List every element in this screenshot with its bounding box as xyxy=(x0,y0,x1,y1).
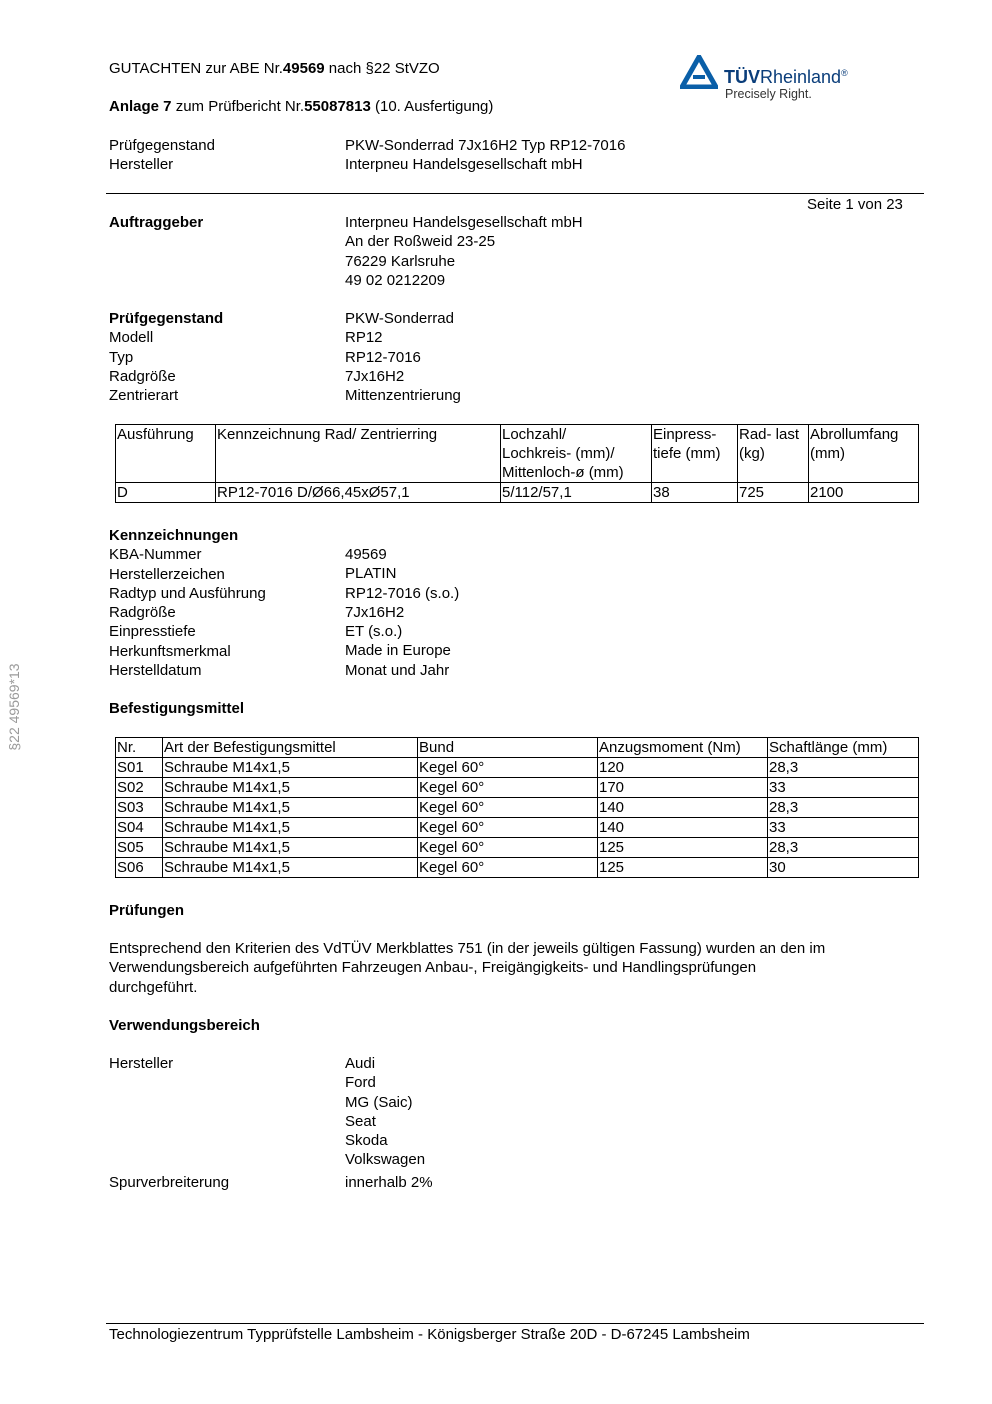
table-cell: 30 xyxy=(768,858,919,878)
table-cell: Kegel 60° xyxy=(418,798,598,818)
table-cell: 5/112/57,1 xyxy=(501,483,652,503)
tuv-triangle-icon xyxy=(680,55,718,89)
table-header-cell: Rad- last (kg) xyxy=(738,425,809,483)
marking-label: Radgröße xyxy=(109,604,176,622)
table-cell: D xyxy=(116,483,216,503)
table-cell: S04 xyxy=(116,818,163,838)
maker-item: Ford xyxy=(345,1074,376,1092)
table-row xyxy=(116,483,919,503)
table-cell: 38 xyxy=(652,483,738,503)
tuv-brand: TÜVRheinland® xyxy=(724,67,848,87)
maker-item: MG (Saic) xyxy=(345,1093,413,1111)
subject-row-value: 7Jx16H2 xyxy=(345,367,405,385)
subject-row-label: Typ xyxy=(109,348,134,366)
table-cell: RP12-7016 D/Ø66,45xØ57,1 xyxy=(216,483,501,503)
table-header-cell: Abrollumfang (mm) xyxy=(809,425,919,483)
header-divider xyxy=(106,193,924,194)
marking-value: PLATIN xyxy=(345,565,397,583)
client-line: 76229 Karlsruhe xyxy=(345,252,456,270)
fasteners-heading: Befestigungsmittel xyxy=(109,700,245,717)
marking-value: 49569 xyxy=(345,546,387,563)
table-cell: 140 xyxy=(598,798,768,818)
table-header-cell: Schaftlänge (mm) xyxy=(768,738,919,758)
tests-line: Verwendungsbereich aufgeführten Fahrzeugen Anbau-, Freigängigkeits- und Handlingsprüfungen xyxy=(109,959,757,977)
table-cell: 140 xyxy=(598,818,768,838)
maker-label: Hersteller xyxy=(109,156,174,173)
subject-heading-value: PKW-Sonderrad xyxy=(345,310,454,327)
maker-item: Skoda xyxy=(345,1132,388,1150)
usage-maker-label: Hersteller xyxy=(109,1055,174,1072)
table-header-cell: Anzugsmoment (Nm) xyxy=(598,738,768,758)
table-cell: 725 xyxy=(738,483,809,503)
marking-value: Made in Europe xyxy=(345,642,451,660)
marking-label: Herstelldatum xyxy=(109,662,202,680)
tests-heading: Prüfungen xyxy=(109,902,184,919)
subject-row-label: Zentrierart xyxy=(109,387,179,405)
tuv-logo xyxy=(680,55,880,105)
table-cell: 170 xyxy=(598,778,768,798)
table-cell: S02 xyxy=(116,778,163,798)
subject-row-value: RP12-7016 xyxy=(345,348,421,366)
table-cell: 28,3 xyxy=(768,758,919,778)
appendix-line: Anlage 7 zum Prüfbericht Nr.55087813 (10. Ausfertigung) xyxy=(109,98,494,115)
side-mark: §22 49569*13 xyxy=(6,663,22,751)
table-cell: 28,3 xyxy=(768,798,919,818)
subject-row-label: Radgröße xyxy=(109,367,176,385)
tests-line: Entsprechend den Kriterien des VdTÜV Merkblattes 751 (in der jeweils gültigen Fassung) wurden an den im xyxy=(109,940,826,957)
tuv-tagline: Precisely Right. xyxy=(725,87,812,101)
table-header-cell: Lochzahl/ Lochkreis- (mm)/ Mittenloch-ø (mm) xyxy=(501,425,652,483)
table-row xyxy=(116,838,919,858)
table-cell: Kegel 60° xyxy=(418,818,598,838)
table-cell: Schraube M14x1,5 xyxy=(163,798,418,818)
track-value: innerhalb 2% xyxy=(345,1174,433,1191)
marking-value: ET (s.o.) xyxy=(345,623,403,641)
client-address xyxy=(345,213,583,290)
subject-heading: Prüfgegenstand xyxy=(109,310,224,327)
marking-value: RP12-7016 (s.o.) xyxy=(345,584,460,602)
subject-value: PKW-Sonderrad 7Jx16H2 Typ RP12-7016 xyxy=(345,137,626,154)
table-cell: Kegel 60° xyxy=(418,758,598,778)
subject-row-label: Modell xyxy=(109,329,154,347)
usage-heading: Verwendungsbereich xyxy=(109,1017,260,1034)
usage-makers xyxy=(345,1054,425,1170)
markings-labels xyxy=(109,526,266,680)
client-heading: Auftraggeber xyxy=(109,214,204,231)
table-row xyxy=(116,778,919,798)
table-cell: Schraube M14x1,5 xyxy=(163,758,418,778)
table-header-cell: Bund xyxy=(418,738,598,758)
report-title: GUTACHTEN zur ABE Nr.49569 nach §22 StVZO xyxy=(109,60,440,77)
table-row xyxy=(116,758,919,778)
tests-paragraph xyxy=(109,939,825,997)
table-cell: Schraube M14x1,5 xyxy=(163,778,418,798)
marking-label: Radtyp und Ausführung xyxy=(109,584,266,602)
marking-label: Einpresstiefe xyxy=(109,623,196,641)
subject-row-value: RP12 xyxy=(345,329,383,347)
table-cell: Schraube M14x1,5 xyxy=(163,858,418,878)
table-cell: Schraube M14x1,5 xyxy=(163,838,418,858)
footer-text: Technologiezentrum Typprüfstelle Lambsheim - Königsberger Straße 20D - D-67245 Lambsheim xyxy=(109,1326,750,1343)
table-cell: S06 xyxy=(116,858,163,878)
table-cell: 2100 xyxy=(809,483,919,503)
table-cell: 28,3 xyxy=(768,838,919,858)
page-number: Seite 1 von 23 xyxy=(807,196,903,213)
client-line: 49 02 0212209 xyxy=(345,271,446,289)
table-header-cell: Nr. xyxy=(116,738,163,758)
subject-row-value: Mittenzentrierung xyxy=(345,387,461,405)
table-row xyxy=(116,858,919,878)
table-cell: Kegel 60° xyxy=(418,838,598,858)
markings-values xyxy=(345,545,459,680)
marking-label: KBA-Nummer xyxy=(109,546,202,564)
marking-label: Herkunftsmerkmal xyxy=(109,642,231,660)
footer-divider xyxy=(106,1323,924,1324)
maker-value: Interpneu Handelsgesellschaft mbH xyxy=(345,156,583,173)
table-row xyxy=(116,798,919,818)
table-cell: S03 xyxy=(116,798,163,818)
table-header-cell: Art der Befestigungsmittel xyxy=(163,738,418,758)
table-cell: S05 xyxy=(116,838,163,858)
table-row xyxy=(116,818,919,838)
maker-item: Seat xyxy=(345,1112,376,1130)
table-header-row xyxy=(116,425,919,483)
table-cell: 125 xyxy=(598,838,768,858)
table-cell: 120 xyxy=(598,758,768,778)
table-cell: 33 xyxy=(768,778,919,798)
table-cell: 33 xyxy=(768,818,919,838)
track-label: Spurverbreiterung xyxy=(109,1174,230,1191)
table-cell: S01 xyxy=(116,758,163,778)
marking-value: Monat und Jahr xyxy=(345,661,450,679)
table-header-row xyxy=(116,738,919,758)
tests-line: durchgeführt. xyxy=(109,978,198,996)
subject-label: Prüfgegenstand xyxy=(109,137,215,154)
marking-value: 7Jx16H2 xyxy=(345,603,405,621)
table-header-cell: Ausführung xyxy=(116,425,216,483)
subject-values xyxy=(345,309,461,405)
fasteners-table xyxy=(115,737,919,878)
marking-label: Herstellerzeichen xyxy=(109,565,225,583)
table-header-cell: Einpress- tiefe (mm) xyxy=(652,425,738,483)
table-cell: Schraube M14x1,5 xyxy=(163,818,418,838)
client-line: Interpneu Handelsgesellschaft mbH xyxy=(345,214,583,231)
maker-item: Volkswagen xyxy=(345,1151,426,1169)
markings-heading: Kennzeichnungen xyxy=(109,527,239,544)
table-header-cell: Kennzeichnung Rad/ Zentrierring xyxy=(216,425,501,483)
subject-labels xyxy=(109,309,223,405)
wheel-table xyxy=(115,424,919,503)
table-cell: Kegel 60° xyxy=(418,858,598,878)
maker-item: Audi xyxy=(345,1055,376,1072)
table-cell: Kegel 60° xyxy=(418,778,598,798)
table-cell: 125 xyxy=(598,858,768,878)
client-line: An der Roßweid 23-25 xyxy=(345,233,496,251)
